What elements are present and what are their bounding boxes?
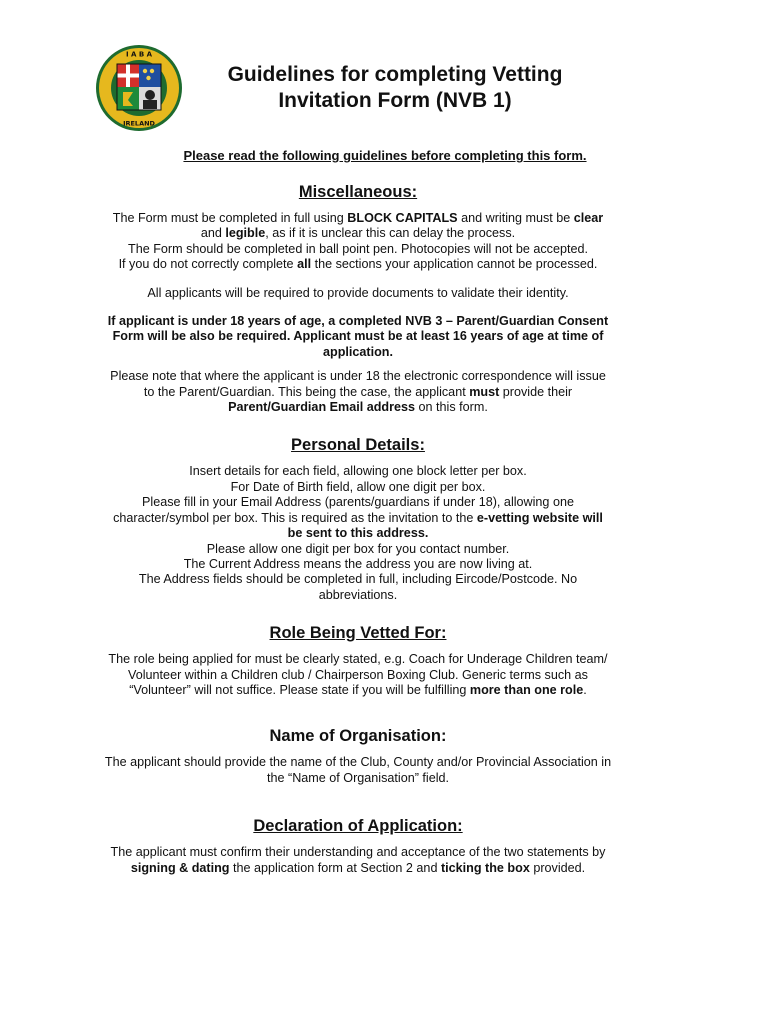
- text: Insert details for each field, allowing one block letter per box.: [189, 464, 527, 479]
- emphasis: all: [297, 257, 312, 272]
- section-declaration: [60, 816, 656, 876]
- text: abbreviations.: [318, 587, 398, 602]
- emphasis: e-vetting website will: [476, 510, 603, 525]
- text: on this form.: [415, 400, 488, 415]
- text: The Form must be completed in full using: [112, 211, 348, 225]
- text: the application form at Section 2 and: [229, 860, 441, 875]
- emphasis: be sent to this address.: [287, 526, 429, 541]
- text: the sections your application cannot be processed.: [311, 257, 598, 272]
- text: Form will be also be required. Applicant must be at least 16 years of age at time of: [112, 329, 604, 344]
- text: Volunteer within a Children club / Chairperson Boxing Club. Generic terms such as: [128, 667, 588, 682]
- iaba-crest-logo: [95, 44, 183, 132]
- heading-miscellaneous: Miscellaneous:: [298, 183, 418, 201]
- section-role: [60, 623, 656, 698]
- misc-paragraph-1: [60, 211, 656, 273]
- text: application.: [323, 344, 393, 359]
- text: , as if it is unclear this can delay the process.: [265, 226, 516, 241]
- lead-instruction: Please read the following guidelines before completing this form.: [183, 148, 587, 163]
- text: If applicant is under 18 years of age, a completed NVB 3 – Parent/Guardian Consent: [107, 314, 609, 329]
- title-line-2: Invitation Form (NVB 1): [278, 89, 512, 112]
- text: .: [583, 682, 587, 697]
- text: and: [200, 226, 226, 241]
- guidelines-body: [60, 182, 656, 876]
- text: The applicant should provide the name of the Club, County and/or Provincial Association in: [104, 755, 612, 770]
- text: the “Name of Organisation” field.: [267, 770, 449, 785]
- text: Please allow one digit per box for you contact number.: [206, 541, 510, 556]
- text: The applicant must confirm their understanding and acceptance of the two statements by: [110, 845, 606, 860]
- emphasis: must: [469, 384, 500, 399]
- heading-personal-details: Personal Details:: [291, 436, 425, 455]
- emphasis: ticking the box: [440, 860, 530, 875]
- logo-text-top: I A B A: [125, 50, 153, 59]
- section-organisation: [60, 726, 656, 786]
- text: Please note that where the applicant is under 18 the electronic correspondence will issue: [110, 369, 606, 384]
- section-personal-details: [60, 435, 656, 603]
- section-miscellaneous: [60, 182, 656, 415]
- role-paragraph: [60, 652, 656, 698]
- declaration-paragraph: [60, 845, 656, 876]
- text: Please fill in your Email Address (parents/guardians if under 18), allowing one: [142, 495, 574, 510]
- heading-role: Role Being Vetted For:: [269, 624, 447, 643]
- text: provide their: [499, 384, 573, 399]
- misc-paragraph-4: [60, 369, 656, 415]
- personal-paragraph: [60, 464, 656, 603]
- emphasis: BLOCK CAPITALS: [347, 211, 458, 225]
- text: and writing must be: [457, 211, 574, 225]
- text: The Address fields should be completed in full, including Eircode/Postcode. No: [138, 572, 578, 587]
- misc-paragraph-2: All applicants will be required to provide documents to validate their identity.: [147, 285, 569, 300]
- emphasis: more than one role: [469, 682, 584, 697]
- logo-text-bottom: IRELAND: [123, 119, 155, 128]
- text: The role being applied for must be clearly stated, e.g. Coach for Underage Children team/: [108, 652, 608, 667]
- text: “Volunteer” will not suffice. Please state if you will be fulfilling: [129, 682, 470, 697]
- emphasis: legible: [225, 226, 266, 241]
- text: If you do not correctly complete: [118, 257, 298, 272]
- heading-organisation: Name of Organisation:: [269, 727, 447, 746]
- text: to the Parent/Guardian. This being the case, the applicant: [143, 384, 470, 399]
- title-line-1: Guidelines for completing Vetting: [227, 63, 563, 86]
- text: For Date of Birth field, allow one digit per box.: [230, 479, 486, 494]
- text: The Current Address means the address you are now living at.: [183, 556, 533, 571]
- organisation-paragraph: [60, 755, 656, 786]
- emphasis: signing & dating: [130, 860, 230, 875]
- text: provided.: [529, 860, 586, 875]
- heading-declaration: Declaration of Application:: [253, 817, 463, 836]
- text: character/symbol per box. This is required as the invitation to the: [113, 510, 477, 525]
- emphasis: clear: [573, 211, 604, 225]
- emphasis: Parent/Guardian Email address: [228, 400, 416, 415]
- text: The Form should be completed in ball point pen. Photocopies will not be accepted.: [128, 241, 588, 256]
- page-title: [180, 62, 610, 114]
- misc-paragraph-3: [60, 314, 656, 360]
